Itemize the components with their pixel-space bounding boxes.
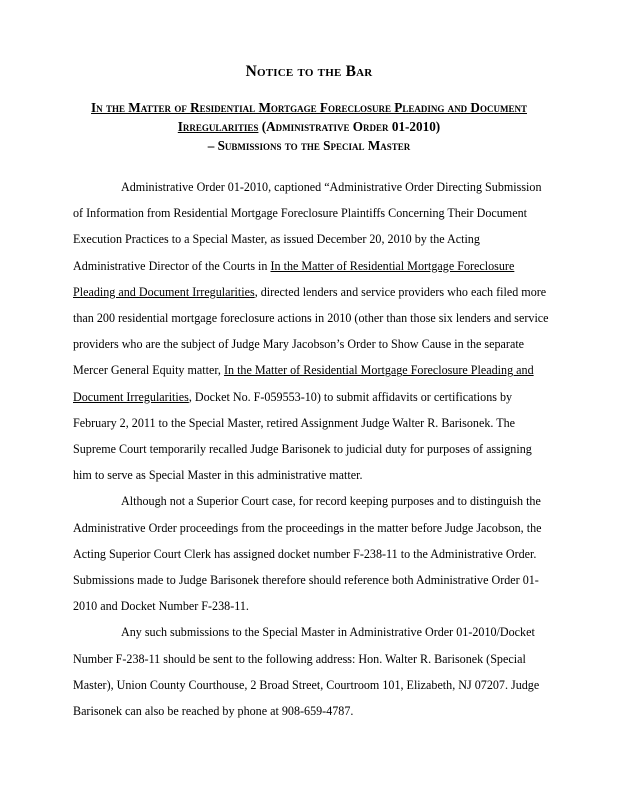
case-reference: In the Matter of Residential Mortgage Foreclosure Pleading and Document Irregularities — [73, 258, 515, 299]
body-text — [73, 174, 551, 724]
paragraph-text: , directed lenders and service providers who each filed more than 200 residential mortgage foreclosure actions in 2010 (other than those six lenders and service providers who are the subject of Judge Mary Jacobson’s Order to Show Cause in the separate Mercer General Equity matter, — [73, 284, 549, 378]
subject-matter-title: In the Matter of Residential Mortgage Foreclosure Pleading and Document Irregularities — [91, 100, 527, 134]
subject-heading — [60, 98, 558, 155]
paragraph-text: Administrative Order 01-2010, captioned “Administrative Order Directing Submission of Information from Residential Mortgage Foreclosure Plaintiffs Concerning Their Document Execution Practices to a Special Master, as issued December 20, 2010 by the Acting Administrative Director of the Courts in — [73, 180, 542, 273]
page-title: Notice to the Bar — [245, 63, 373, 80]
case-reference: In the Matter of Residential Mortgage Foreclosure Pleading and Document Irregularities — [73, 363, 534, 404]
paragraph-text: , Docket No. F-059553-10) to submit affidavits or certifications by February 2, 2011 to the Special Master, retired Assignment Judge Walter R. Barisonek. The Supreme Court temporarily recalled Judge Barisonek to judicial duty for purposes of assigning him to serve as Special Master in this administrative matter. — [73, 389, 532, 483]
subject-submissions-line: – Submissions to the Special Master — [207, 138, 411, 153]
subject-order-number: (Administrative Order 01-2010) — [258, 119, 441, 134]
paragraph-administrative-order — [73, 174, 551, 488]
paragraph-docket-number: Although not a Superior Court case, for record keeping purposes and to distinguish the Administrative Order proceedings from the proceedings in the matter before Judge Jacobson, the Acting Superior Court Clerk has assigned docket number F-238-11 to the Administrative Order. Submissions made to Judge Barisonek therefore should reference both Administrative Order 01-2010 and Docket Number F-238-11. — [73, 494, 542, 614]
paragraph-submission-address: Any such submissions to the Special Master in Administrative Order 01-2010/Docket Number F-238-11 should be sent to the following address: Hon. Walter R. Barisonek (Special Master), Union County Courthouse, 2 Broad Street, Courtroom 101, Elizabeth, NJ 07207. Judge Barisonek can also be reached by phone at 908-659-4787. — [73, 625, 540, 719]
